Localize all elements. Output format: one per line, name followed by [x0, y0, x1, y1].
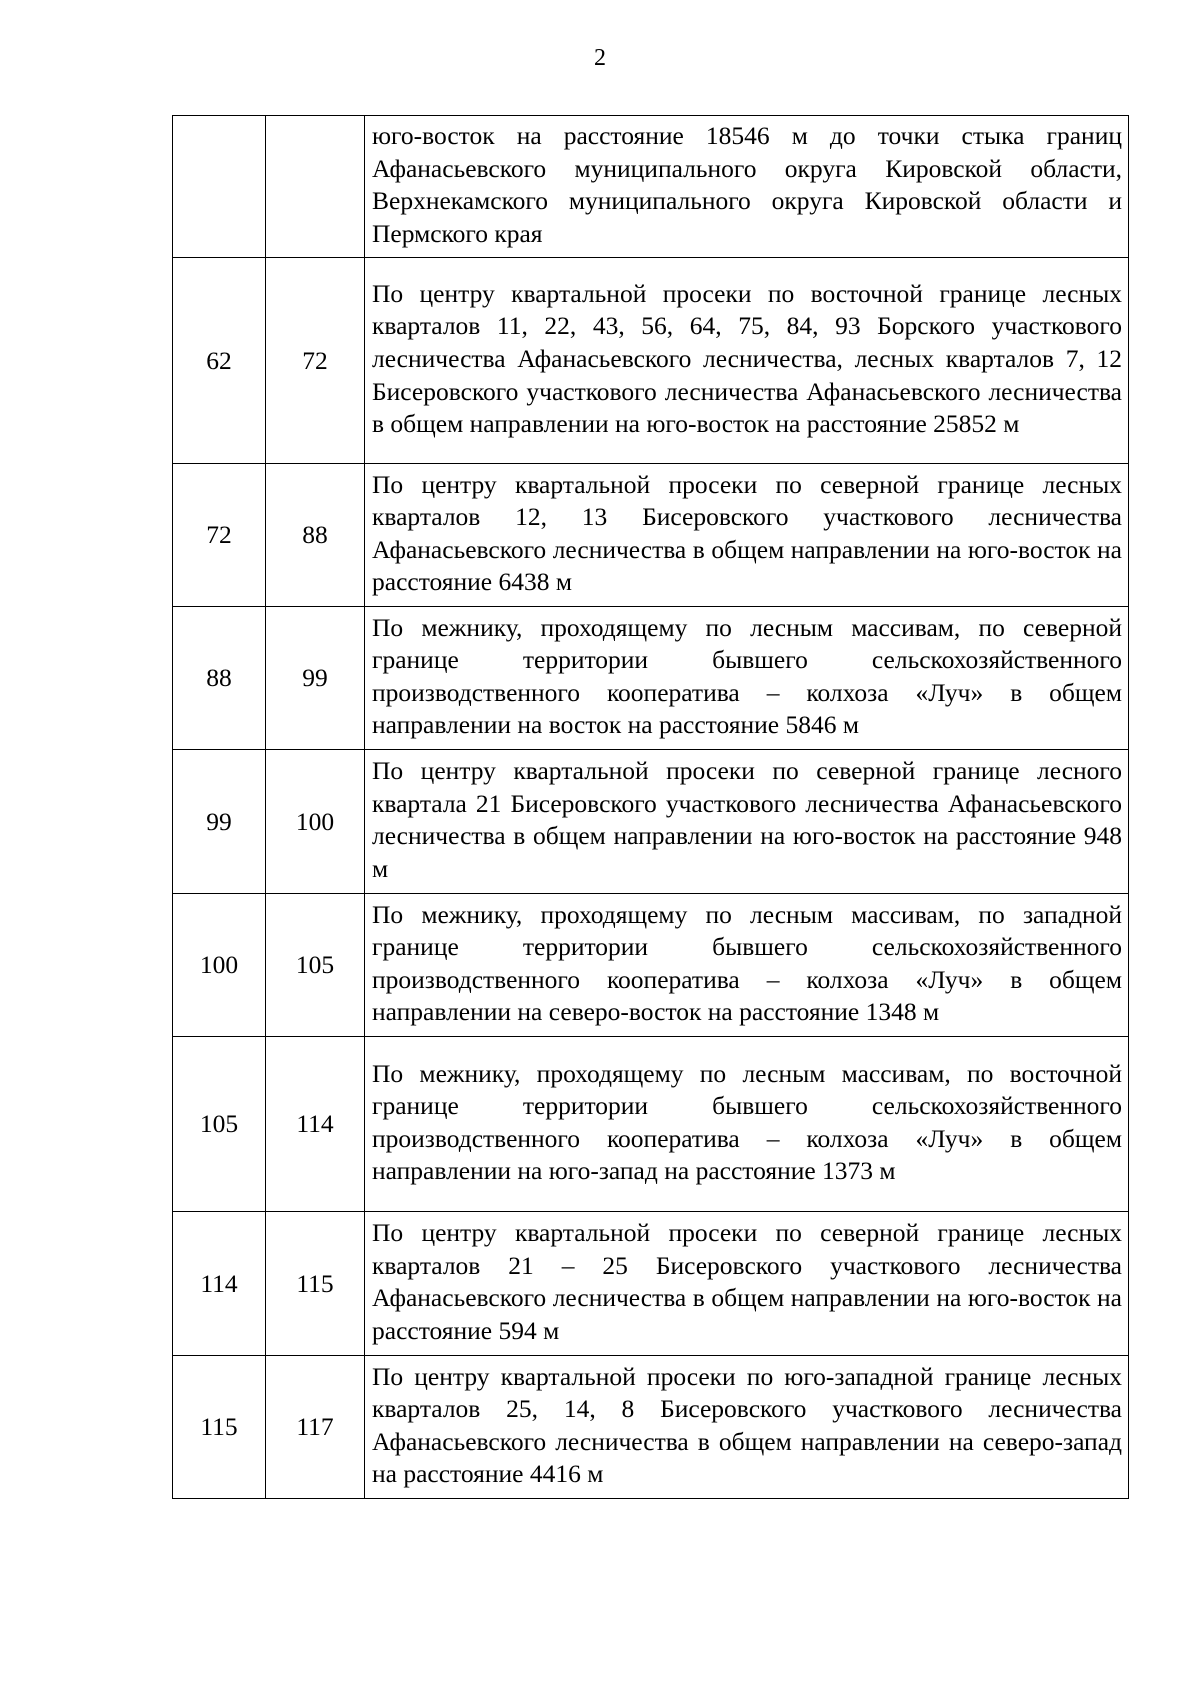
table-row: [173, 1212, 1129, 1356]
from-point-cell: 114: [173, 1212, 266, 1356]
table-row: [173, 750, 1129, 894]
description-cell: По центру квартальной просеки по северной границе лесного квартала 21 Бисеровского участкового лесничества Афанасьевского лесничества в общем направлении на юго-восток на расстояние 948 м: [365, 750, 1129, 894]
from-point-cell: 62: [173, 258, 266, 464]
table-row: [173, 894, 1129, 1037]
table-row: [173, 1356, 1129, 1499]
from-point-cell: 115: [173, 1356, 266, 1499]
from-point-cell: [173, 116, 266, 258]
from-point-cell: 88: [173, 607, 266, 750]
description-cell: юго-восток на расстояние 18546 м до точки стыка границ Афанасьевского муниципального округа Кировской области, Верхнекамского муниципального округа Кировской области и Пермского края: [365, 116, 1129, 258]
table-row: [173, 258, 1129, 464]
to-point-cell: 105: [266, 894, 365, 1037]
description-cell: По центру квартальной просеки по юго-западной границе лесных кварталов 25, 14, 8 Бисеровского участкового лесничества Афанасьевского лесничества в общем направлении на северо-запад на расстояние 4416 м: [365, 1356, 1129, 1499]
description-cell: По центру квартальной просеки по восточной границе лесных кварталов 11, 22, 43, 56, 64, 75, 84, 93 Борского участкового лесничества Афанасьевского лесничества, лесных кварталов 7, 12 Бисеровского участкового лесничества Афанасьевского лесничества в общем направлении на юго-восток на расстояние 25852 м: [365, 258, 1129, 464]
to-point-cell: 99: [266, 607, 365, 750]
to-point-cell: 72: [266, 258, 365, 464]
to-point-cell: 115: [266, 1212, 365, 1356]
table-row: [173, 464, 1129, 607]
from-point-cell: 72: [173, 464, 266, 607]
to-point-cell: 114: [266, 1037, 365, 1212]
page-number: 2: [594, 45, 606, 71]
to-point-cell: [266, 116, 365, 258]
description-cell: По межнику, проходящему по лесным массивам, по западной границе территории бывшего сельскохозяйственного производственного кооператива – колхоза «Луч» в общем направлении на северо-восток на расстояние 1348 м: [365, 894, 1129, 1037]
from-point-cell: 105: [173, 1037, 266, 1212]
from-point-cell: 100: [173, 894, 266, 1037]
description-cell: По межнику, проходящему по лесным массивам, по северной границе территории бывшего сельскохозяйственного производственного кооператива – колхоза «Луч» в общем направлении на восток на расстояние 5846 м: [365, 607, 1129, 750]
to-point-cell: 100: [266, 750, 365, 894]
table-row: [173, 607, 1129, 750]
to-point-cell: 88: [266, 464, 365, 607]
table-row: [173, 116, 1129, 258]
boundary-description-table: [172, 115, 1129, 1499]
description-cell: По межнику, проходящему по лесным массивам, по восточной границе территории бывшего сельскохозяйственного производственного кооператива – колхоза «Луч» в общем направлении на юго-запад на расстояние 1373 м: [365, 1037, 1129, 1212]
description-cell: По центру квартальной просеки по северной границе лесных кварталов 21 – 25 Бисеровского участкового лесничества Афанасьевского лесничества в общем направлении на юго-восток на расстояние 594 м: [365, 1212, 1129, 1356]
table-row: [173, 1037, 1129, 1212]
description-cell: По центру квартальной просеки по северной границе лесных кварталов 12, 13 Бисеровского участкового лесничества Афанасьевского лесничества в общем направлении на юго-восток на расстояние 6438 м: [365, 464, 1129, 607]
to-point-cell: 117: [266, 1356, 365, 1499]
from-point-cell: 99: [173, 750, 266, 894]
